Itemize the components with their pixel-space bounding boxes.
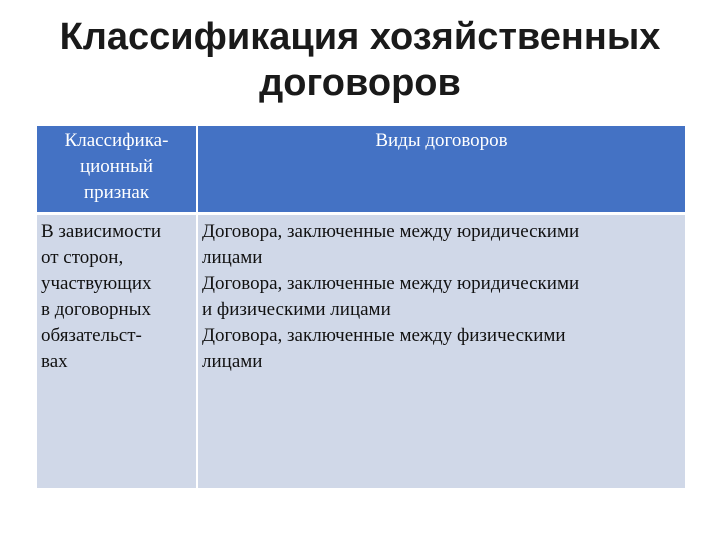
cell-line: участвующих — [41, 273, 152, 294]
cell-line: от сторон, — [41, 247, 124, 268]
header-classification-feature — [37, 126, 197, 214]
slide-title-line-1: Классификация хозяйственных — [59, 16, 661, 58]
cell-line: обязательст- — [41, 325, 142, 346]
slide-title-line-2: договоров — [259, 62, 461, 104]
cell-line: Договора, заключенные между юридическими — [202, 273, 580, 294]
cell-contract-types — [197, 214, 685, 489]
header-col1-line: Классифика- — [64, 130, 169, 151]
classification-table — [37, 126, 685, 488]
header-contract-types — [197, 126, 685, 214]
slide-title — [0, 14, 720, 106]
cell-line: вах — [41, 351, 68, 372]
header-col1-line: признак — [83, 182, 150, 203]
cell-line: лицами — [202, 351, 263, 372]
cell-classification-feature — [37, 214, 197, 489]
cell-line: лицами — [202, 247, 263, 268]
table-header-row — [37, 126, 685, 214]
cell-line: в договорных — [41, 299, 151, 320]
header-col1-line: ционный — [79, 156, 154, 177]
table-row — [37, 214, 685, 489]
cell-line: и физическими лицами — [202, 299, 391, 320]
header-col2-label: Виды договоров — [375, 130, 508, 151]
classification-table-wrapper — [37, 126, 685, 488]
cell-line: В зависимости — [41, 221, 162, 242]
cell-line: Договора, заключенные между физическими — [202, 325, 566, 346]
cell-line: Договора, заключенные между юридическими — [202, 221, 580, 242]
